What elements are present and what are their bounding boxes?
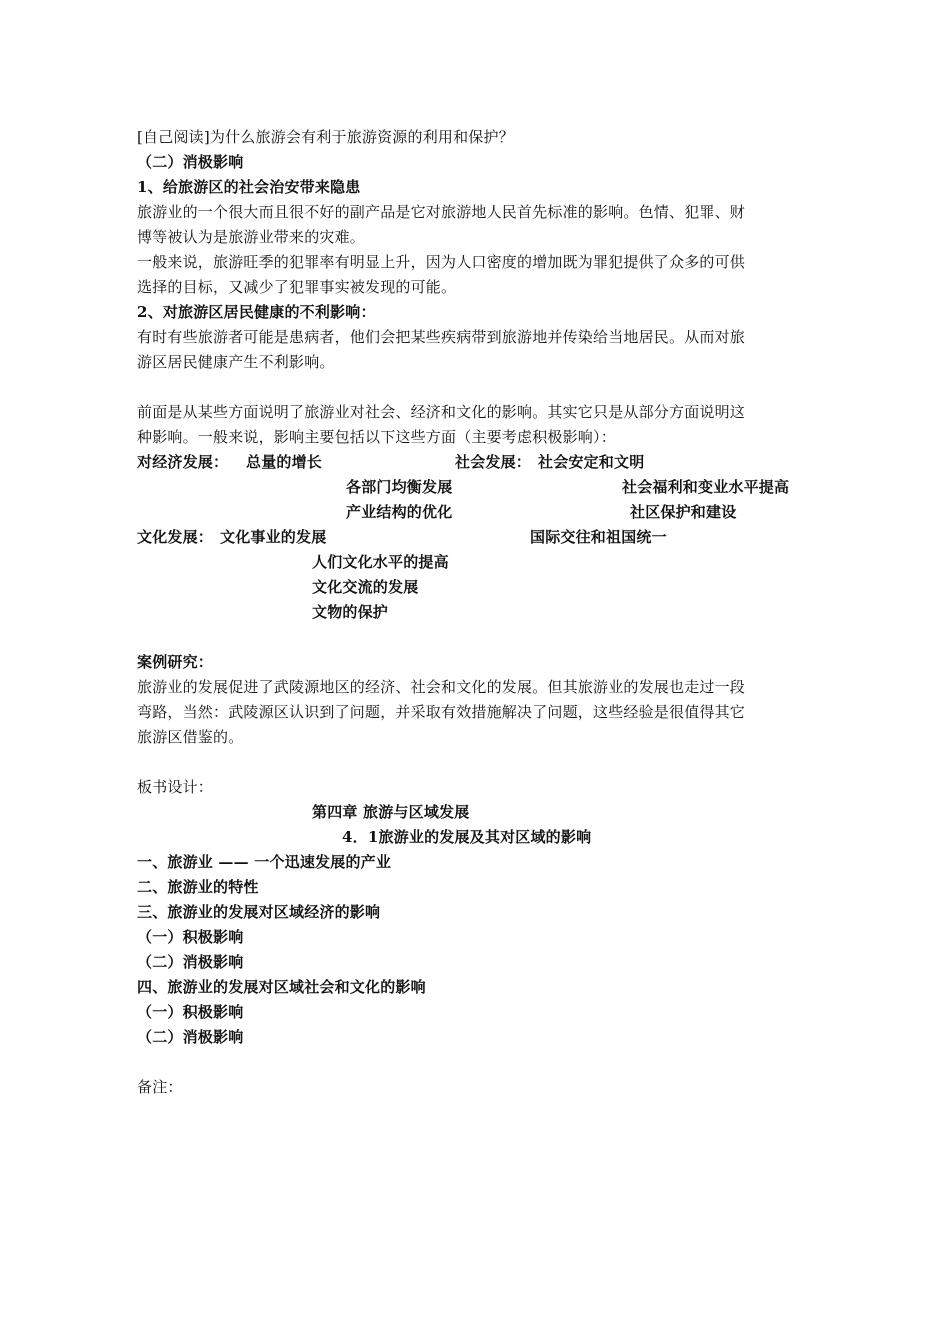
economic-item: 各部门均衡发展 — [346, 478, 453, 496]
outline-item: 三、旅游业的发展对区域经济的影响 — [137, 903, 381, 921]
extra-item: 国际交往和祖国统一 — [530, 528, 667, 546]
social-label: 社会发展： — [455, 453, 532, 471]
board-section-title: 4．1旅游业的发展及其对区域的影响 — [342, 828, 592, 846]
paragraph-line: 博等被认为是旅游业带来的灾难。 — [137, 228, 366, 246]
paragraph-line: 有时有些旅游者可能是患病者，他们会把某些疾病带到旅游地并传染给当地居民。从而对旅 — [137, 328, 746, 346]
paragraph-line: 一般来说，旅游旺季的犯罪率有明显上升，因为人口密度的增加既为罪犯提供了众多的可供 — [137, 253, 746, 271]
outline-item: 二、旅游业的特性 — [137, 878, 259, 896]
economic-item: 总量的增长 — [246, 453, 323, 471]
outline-item: （一）积极影响 — [137, 1003, 244, 1021]
cultural-item: 文化事业的发展 — [220, 528, 327, 546]
item1-heading: 1、给旅游区的社会治安带来隐患 — [137, 178, 361, 196]
economic-item: 产业结构的优化 — [346, 503, 453, 521]
cultural-label: 文化发展： — [137, 528, 214, 546]
case-line: 旅游业的发展促进了武陵源地区的经济、社会和文化的发展。但其旅游业的发展也走过一段 — [137, 678, 746, 696]
outline-item: 四、旅游业的发展对区域社会和文化的影响 — [137, 978, 426, 996]
paragraph-line: 游区居民健康产生不利影响。 — [137, 353, 335, 371]
case-heading: 案例研究： — [137, 653, 214, 671]
social-item: 社区保护和建设 — [630, 503, 737, 521]
case-line: 旅游区借鉴的。 — [137, 728, 244, 746]
notes-label: 备注： — [137, 1078, 183, 1096]
item2-heading: 2、对旅游区居民健康的不利影响： — [137, 303, 376, 321]
outline-item: （二）消极影响 — [137, 953, 244, 971]
summary-line: 种影响。一般来说，影响主要包括以下这些方面（主要考虑积极影响）： — [137, 428, 616, 446]
social-item: 社会福利和变业水平提高 — [622, 478, 790, 496]
board-label: 板书设计： — [137, 778, 214, 796]
economic-label: 对经济发展： — [137, 453, 229, 471]
outline-item: （二）消极影响 — [137, 1028, 244, 1046]
case-line: 弯路，当然：武陵源区认识到了问题，并采取有效措施解决了问题，这些经验是很值得其它 — [137, 703, 746, 721]
outline-item: （一）积极影响 — [137, 928, 244, 946]
social-item: 社会安定和文明 — [538, 453, 645, 471]
cultural-item: 文物的保护 — [312, 603, 389, 621]
board-chapter-title: 第四章 旅游与区域发展 — [312, 803, 470, 821]
cultural-item: 文化交流的发展 — [312, 578, 419, 596]
outline-item: 一、旅游业 —— 一个迅速发展的产业 — [137, 853, 392, 871]
summary-line: 前面是从某些方面说明了旅游业对社会、经济和文化的影响。其实它只是从部分方面说明这 — [137, 403, 746, 421]
reading-prompt: [自己阅读]为什么旅游会有利于旅游资源的利用和保护？ — [137, 128, 514, 146]
paragraph-line: 旅游业的一个很大而且很不好的副产品是它对旅游地人民首先标准的影响。色情、犯罪、财 — [137, 203, 746, 221]
negative-impact-heading: （二）消极影响 — [137, 153, 244, 171]
paragraph-line: 选择的目标，又减少了犯罪事实被发现的可能。 — [137, 278, 457, 296]
cultural-item: 人们文化水平的提高 — [312, 553, 449, 571]
